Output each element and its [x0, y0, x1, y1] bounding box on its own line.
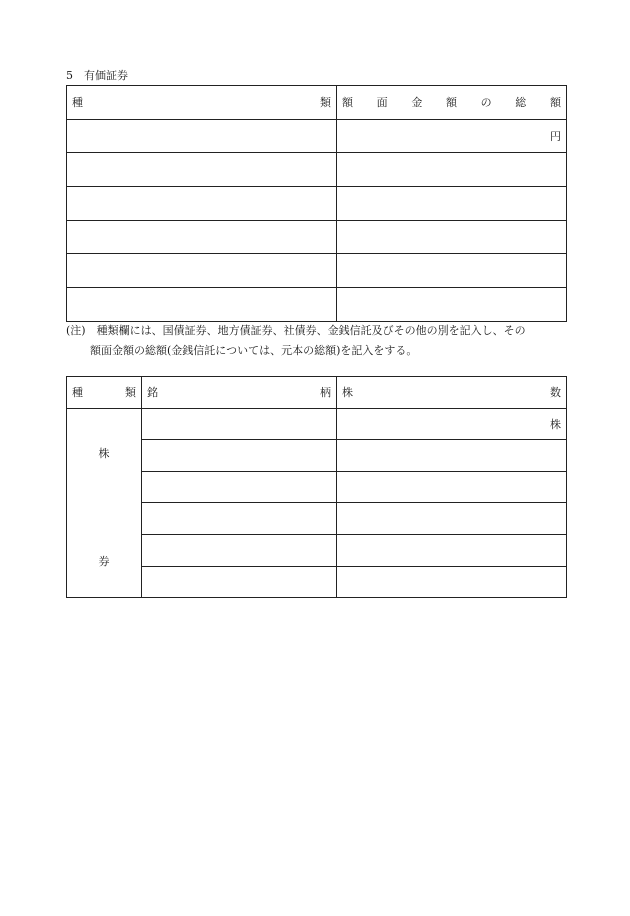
- header-char: 柄: [320, 386, 331, 400]
- amount-cell[interactable]: [337, 119, 567, 153]
- header-char: 種: [72, 386, 83, 400]
- type-cell[interactable]: [67, 153, 337, 187]
- share-count-cell[interactable]: [337, 408, 567, 440]
- table-row: [67, 534, 567, 566]
- issue-name-cell[interactable]: [142, 408, 337, 440]
- type-cell[interactable]: [67, 254, 337, 288]
- note-line-1: (注) 種類欄には、国債証券、地方債証券、社債券、金銭信託及びその他の別を記入し、その: [66, 324, 526, 337]
- header-char: 額: [549, 96, 561, 110]
- header-char: 額: [342, 96, 353, 110]
- stock-label-bottom: 券: [98, 554, 110, 568]
- amount-cell[interactable]: [337, 153, 567, 187]
- table-row: [67, 288, 567, 322]
- header-issue-name: [142, 377, 337, 409]
- table-header-row: [67, 377, 567, 409]
- header-char: 額: [445, 96, 457, 110]
- note-line-2: 額面金額の総額(金銭信託については、元本の総額)を記入をする。: [90, 344, 418, 357]
- share-count-cell[interactable]: [337, 503, 567, 535]
- stock-table: [66, 376, 567, 598]
- table-row: [67, 440, 567, 472]
- table-row: [67, 220, 567, 254]
- stock-label-top: 株: [98, 446, 110, 460]
- header-char: 類: [125, 386, 136, 400]
- table-row: [67, 471, 567, 503]
- header-char: 銘: [147, 386, 158, 400]
- securities-table: [66, 85, 567, 322]
- share-count-cell[interactable]: [337, 534, 567, 566]
- table-row: [67, 254, 567, 288]
- header-type-char: 種: [72, 96, 83, 110]
- type-cell[interactable]: [67, 220, 337, 254]
- header-char: 数: [550, 386, 561, 400]
- table-row: [67, 119, 567, 153]
- issue-name-cell[interactable]: [142, 566, 337, 598]
- header-char: 面: [376, 96, 388, 110]
- type-cell[interactable]: [67, 119, 337, 153]
- amount-cell[interactable]: [337, 288, 567, 322]
- type-cell[interactable]: [67, 187, 337, 221]
- table-row: [67, 566, 567, 598]
- amount-cell[interactable]: [337, 187, 567, 221]
- unit-shares: 株: [550, 417, 561, 431]
- header-char: の: [480, 96, 492, 110]
- amount-cell[interactable]: [337, 220, 567, 254]
- issue-name-cell[interactable]: [142, 440, 337, 472]
- header-type: [67, 377, 142, 409]
- table-header-row: [67, 86, 567, 120]
- header-face-value-total: [337, 86, 567, 120]
- section-title: 5 有価証券: [66, 69, 128, 82]
- issue-name-cell[interactable]: [142, 534, 337, 566]
- share-count-cell[interactable]: [337, 566, 567, 598]
- note: [66, 321, 566, 361]
- header-char: 金: [411, 96, 423, 110]
- unit-yen: 円: [550, 130, 561, 144]
- stock-type-cell: [67, 408, 142, 598]
- share-count-cell[interactable]: [337, 440, 567, 472]
- header-type-char: 類: [320, 96, 331, 110]
- share-count-cell[interactable]: [337, 471, 567, 503]
- table-row: [67, 503, 567, 535]
- table-row: [67, 153, 567, 187]
- header-char: 総: [515, 96, 527, 110]
- table-row: [67, 187, 567, 221]
- header-type: [67, 86, 337, 120]
- type-cell[interactable]: [67, 288, 337, 322]
- issue-name-cell[interactable]: [142, 471, 337, 503]
- table-row: [67, 408, 567, 440]
- header-share-count: [337, 377, 567, 409]
- header-char: 株: [342, 386, 353, 400]
- issue-name-cell[interactable]: [142, 503, 337, 535]
- amount-cell[interactable]: [337, 254, 567, 288]
